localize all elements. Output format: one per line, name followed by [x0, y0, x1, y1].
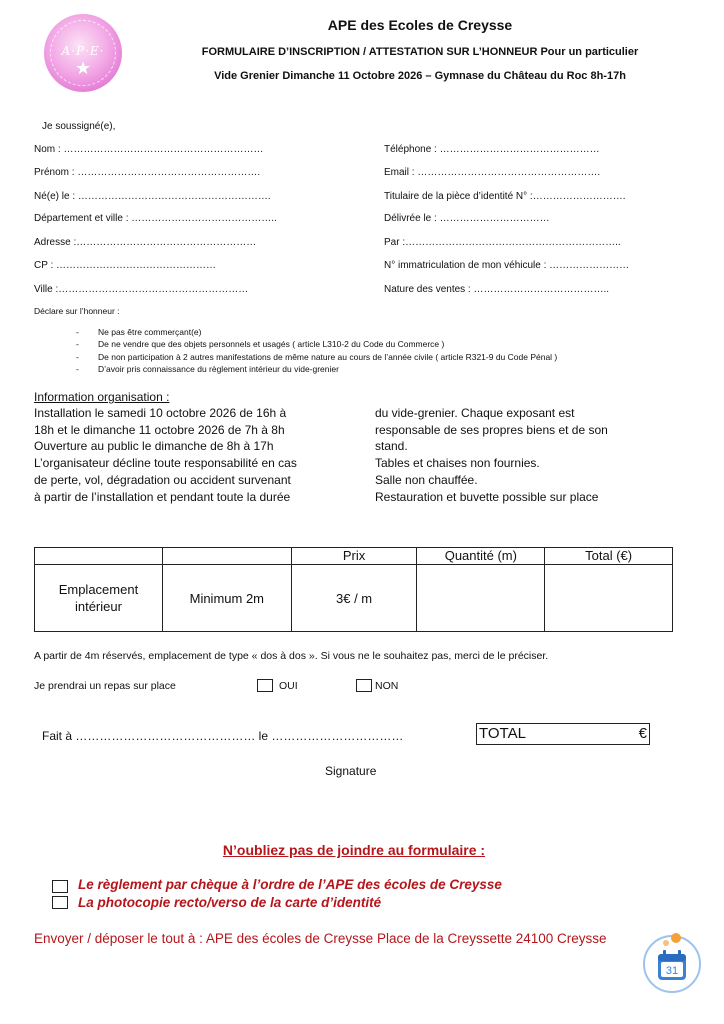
table-header-total: Total (€)	[545, 548, 673, 565]
declaration-item: - Ne pas être commerçant(e)	[70, 326, 557, 338]
cell-prix: 3€ / m	[291, 565, 417, 632]
signature-label: Signature	[325, 764, 377, 778]
total-label: TOTAL	[479, 725, 526, 742]
info-title: Information organisation :	[34, 390, 170, 404]
info-left-column	[34, 405, 354, 505]
form-subtitle: FORMULAIRE D’INSCRIPTION / ATTESTATION SUR L’HONNEUR Pour un particulier	[201, 46, 639, 58]
info-line: du vide-grenier. Chaque exposant est	[375, 406, 575, 420]
meal-no-checkbox[interactable]	[356, 679, 372, 692]
info-line: stand.	[375, 439, 408, 454]
info-line: Salle non chauffée.	[375, 472, 478, 487]
meal-yes-label: OUI	[279, 680, 298, 692]
reminder-item-cheque: Le règlement par chèque à l’ordre de l’APE des écoles de Creysse	[78, 877, 502, 892]
field-delivree-le[interactable]: Délivrée le : ……………………………	[384, 213, 550, 224]
dos-a-dos-note: A partir de 4m réservés, emplacement de type « dos à dos ». Si vous ne le souhaitez pas, merci de le préciser.	[34, 650, 549, 662]
declaration-item: - De ne vendre que des objets personnels et usagés ( article L310-2 du Code du Commerce )	[70, 338, 557, 350]
page-title: APE des Ecoles de Creysse	[327, 17, 513, 33]
info-line: L’organisateur décline toute responsabilité en cas	[34, 456, 297, 471]
meal-no-label: NON	[375, 680, 399, 692]
info-line: responsable de ses propres biens et de son	[375, 422, 608, 437]
table-header-quantite: Quantité (m)	[417, 548, 545, 565]
cell-emplacement: Emplacement intérieur	[35, 565, 163, 632]
field-par[interactable]: Par :………………………………………………………..	[384, 237, 621, 248]
field-telephone[interactable]: Téléphone : …………………………………………	[384, 144, 600, 155]
price-table	[34, 547, 673, 632]
calendar-icon	[640, 930, 704, 994]
reminder-item-carte: La photocopie recto/verso de la carte d’identité	[78, 895, 382, 910]
field-ville[interactable]: Ville :…………………………………………………	[34, 284, 249, 295]
send-address: Envoyer / déposer le tout à : APE des écoles de Creysse Place de la Creyssette 24100 Creysse	[34, 931, 607, 946]
field-prenom[interactable]: Prénom : ……………………………………………….	[34, 167, 261, 178]
declaration-list	[70, 326, 557, 375]
field-cp[interactable]: CP : …………………………………………	[34, 260, 217, 271]
calendar-day: 31	[665, 965, 679, 977]
table-header-cell	[162, 548, 291, 565]
info-right-column	[375, 405, 675, 505]
table-header-prix: Prix	[291, 548, 417, 565]
cell-quantite-input[interactable]	[417, 565, 545, 632]
euro-symbol: €	[638, 725, 647, 742]
table-header-row	[35, 548, 673, 565]
reminder-title: N’oubliez pas de joindre au formulaire :	[222, 842, 486, 858]
cell-minimum: Minimum 2m	[162, 565, 291, 632]
meal-label: Je prendrai un repas sur place	[34, 680, 176, 692]
star-icon: ★	[75, 58, 92, 78]
field-nature-ventes[interactable]: Nature des ventes : …………………………………..	[384, 284, 610, 295]
field-departement-ville[interactable]: Département et ville : ……………………………………..	[34, 213, 277, 224]
table-row	[35, 565, 673, 632]
info-line: à partir de l’installation et pendant toute la durée	[34, 489, 291, 504]
info-line: 18h et le dimanche 11 octobre 2026 de 7h à 8h	[34, 422, 285, 437]
ape-logo	[44, 14, 122, 92]
field-nom[interactable]: Nom : ……………………………………………………	[34, 144, 264, 155]
table-header-cell	[35, 548, 163, 565]
field-naissance[interactable]: Né(e) le : ………………………………………………….	[34, 191, 271, 202]
event-line: Vide Grenier Dimanche 11 Octobre 2026 – Gymnase du Château du Roc 8h-17h	[214, 70, 626, 82]
fait-a-line[interactable]: Fait à ……………………………………… le ……………………………	[42, 729, 404, 743]
info-line: Tables et chaises non fournies.	[375, 456, 540, 471]
field-email[interactable]: Email : ……………………………………………….	[384, 167, 601, 178]
reminder-checkbox-carte[interactable]	[52, 896, 68, 909]
total-box[interactable]	[476, 723, 650, 745]
field-immatriculation[interactable]: N° immatriculation de mon véhicule : ……………………	[384, 260, 630, 271]
reminder-checkbox-cheque[interactable]	[52, 880, 68, 893]
cell-total-input[interactable]	[545, 565, 673, 632]
intro-text: Je soussigné(e),	[42, 121, 116, 132]
calendar-badge[interactable]	[640, 930, 704, 994]
meal-yes-checkbox[interactable]	[257, 679, 273, 692]
info-line: Ouverture au public le dimanche de 8h à 17h	[34, 439, 274, 454]
declaration-item: - D’avoir pris connaissance du règlement intérieur du vide-grenier	[70, 363, 557, 375]
field-piece-identite[interactable]: Titulaire de la pièce d’identité N° :……………………….	[384, 191, 626, 202]
info-line: de perte, vol, dégradation ou accident survenant	[34, 472, 291, 487]
declaration-title: Déclare sur l’honneur :	[34, 306, 120, 316]
declaration-item: - De non participation à 2 autres manifestations de même nature au cours de l’année civile ( article R321-9 du Code Pénal )	[70, 351, 557, 363]
field-adresse[interactable]: Adresse :………………………………………………	[34, 237, 257, 248]
info-line: Installation le samedi 10 octobre 2026 de 16h à	[34, 406, 287, 420]
info-line: Restauration et buvette possible sur place	[375, 489, 599, 504]
logo-text: A·P·E·	[61, 44, 105, 58]
